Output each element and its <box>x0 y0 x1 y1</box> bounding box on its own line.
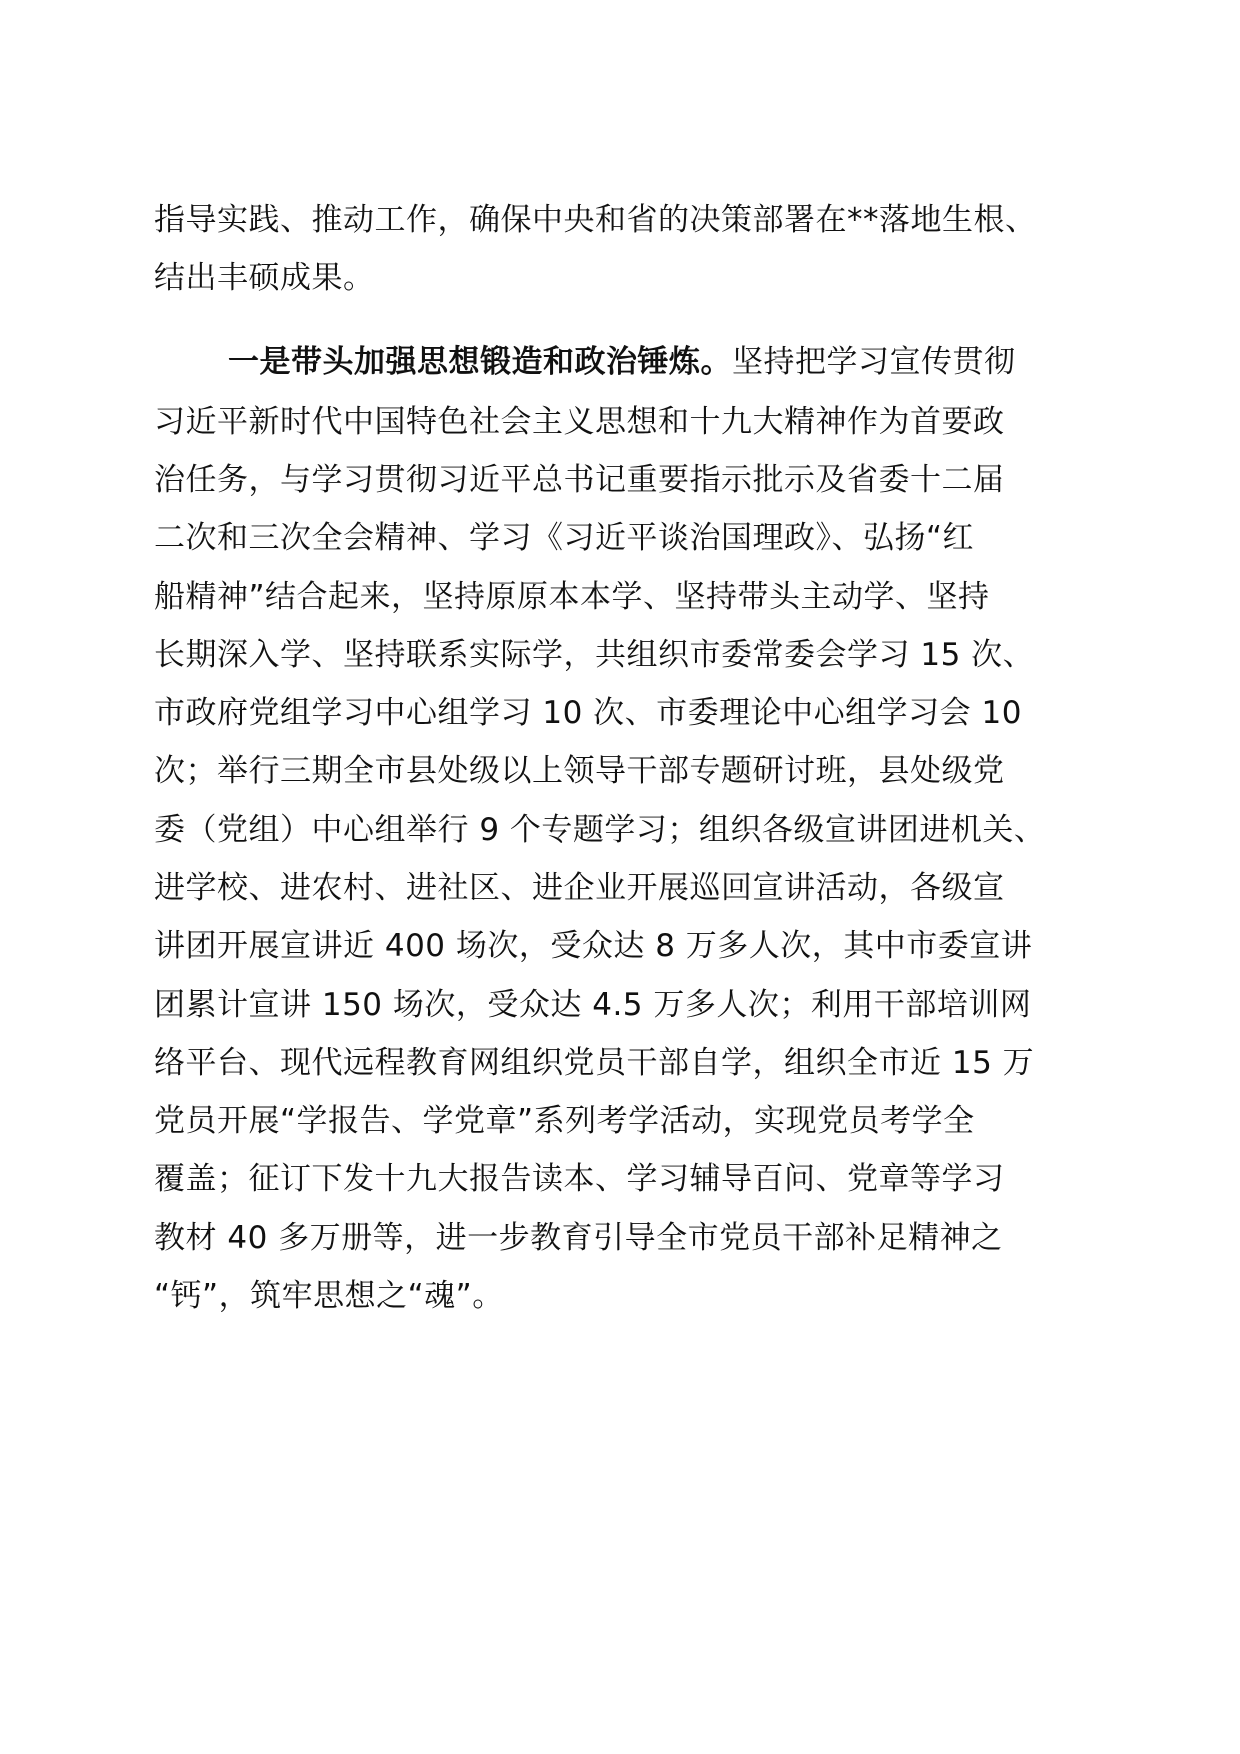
paragraph-line: 党员开展“学报告、学党章”系列考学活动，实现党员考学全 <box>154 1103 975 1139</box>
paragraph-line: 指导实践、推动工作，确保中央和省的决策部署在**落地生根、 <box>154 202 1037 238</box>
paragraph-line: 市政府党组学习中心组学习 10 次、市委理论中心组学习会 10 <box>154 695 1022 731</box>
paragraph-line: 委（党组）中心组举行 9 个专题学习；组织各级宣讲团进机关、 <box>154 812 1046 848</box>
paragraph-line: 习近平新时代中国特色社会主义思想和十九大精神作为首要政 <box>154 404 1005 440</box>
paragraph-line: 结出丰硕成果。 <box>154 260 375 296</box>
paragraph-line: 长期深入学、坚持联系实际学，共组织市委常委会学习 15 次、 <box>154 637 1035 673</box>
paragraph-line: 团累计宣讲 150 场次，受众达 4.5 万多人次；利用干部培训网 <box>154 987 1032 1023</box>
section-heading: 一是带头加强思想锻造和政治锤炼。 <box>228 344 732 380</box>
paragraph-line: 讲团开展宣讲近 400 场次，受众达 8 万多人次，其中市委宣讲 <box>154 928 1033 964</box>
paragraph-line: 教材 40 多万册等，进一步教育引导全市党员干部补足精神之 <box>154 1220 1003 1256</box>
paragraph-line: 二次和三次全会精神、学习《习近平谈治国理政》、弘扬“红 <box>154 520 975 556</box>
paragraph-first-line <box>228 342 1016 382</box>
paragraph-line: 次；举行三期全市县处级以上领导干部专题研讨班，县处级党 <box>154 753 1005 789</box>
paragraph-line: 覆盖；征订下发十九大报告读本、学习辅导百问、党章等学习 <box>154 1161 1005 1197</box>
paragraph-line: 络平台、现代远程教育网组织党员干部自学，组织全市近 15 万 <box>154 1045 1035 1081</box>
paragraph-line: 进学校、进农村、进社区、进企业开展巡回宣讲活动，各级宣 <box>154 870 1005 906</box>
paragraph-line: 船精神”结合起来，坚持原原本本学、坚持带头主动学、坚持 <box>154 579 990 615</box>
paragraph-line: 治任务，与学习贯彻习近平总书记重要指示批示及省委十二届 <box>154 462 1005 498</box>
paragraph-text: 坚持把学习宣传贯彻 <box>732 344 1016 380</box>
paragraph-line: “钙”，筑牢思想之“魂”。 <box>154 1278 504 1314</box>
